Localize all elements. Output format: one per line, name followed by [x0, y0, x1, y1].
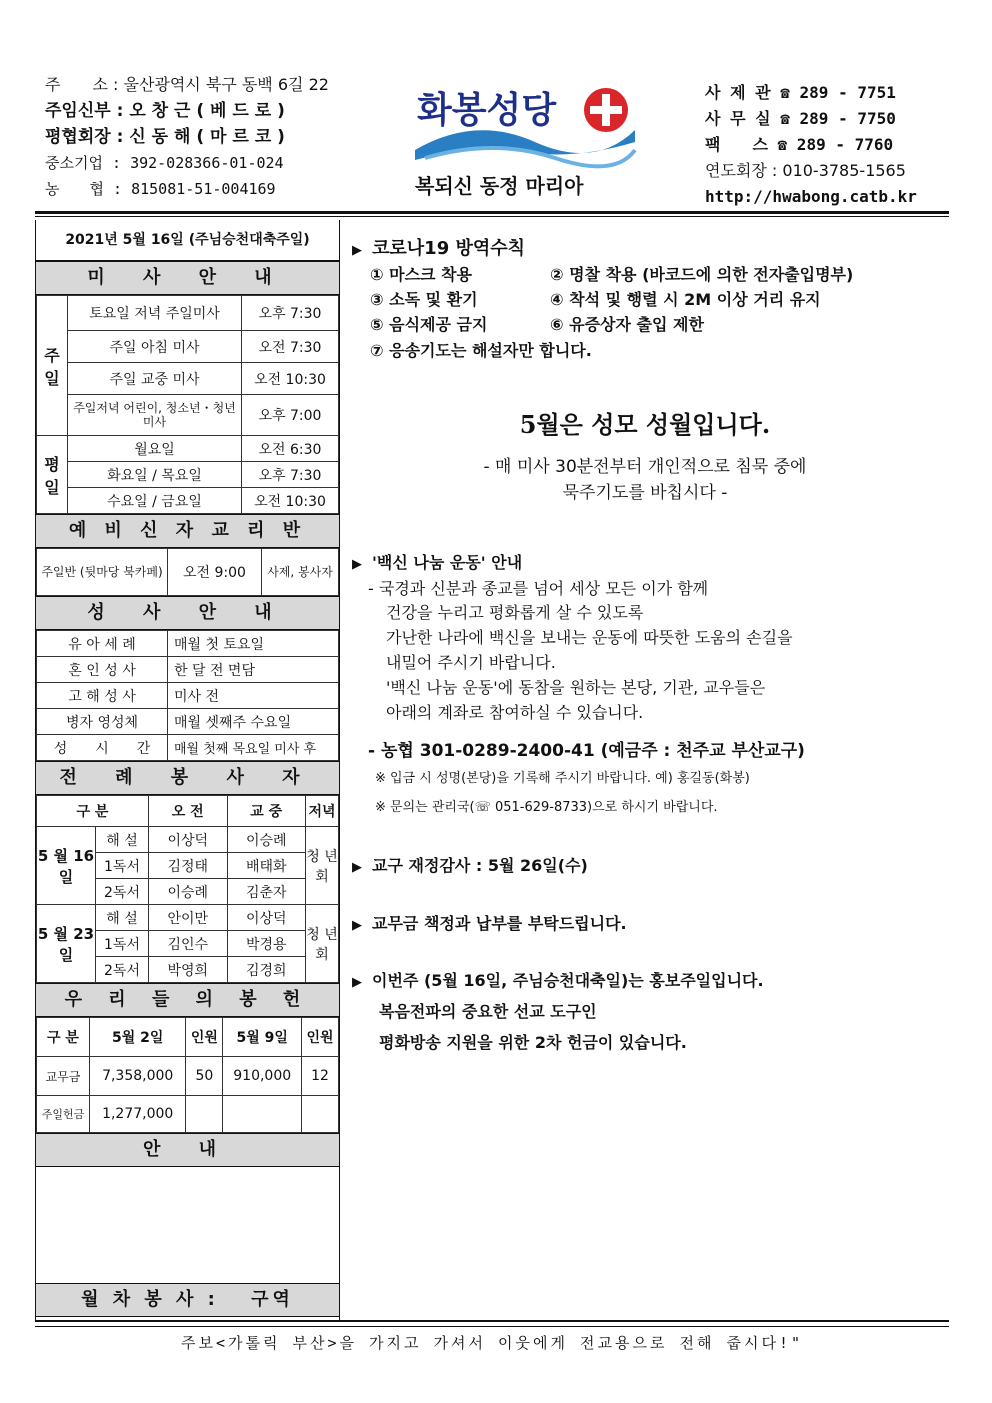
liturgy-main: 김춘자 [227, 879, 306, 905]
left-column [35, 220, 340, 1320]
footer-rule-thin [35, 1326, 949, 1327]
offering-header: 5월 9일 [223, 1018, 302, 1057]
dues-notice: ▶ 교무금 책정과 납부를 부탁드립니다. [352, 914, 627, 933]
vaccine-line: 가난한 나라에 백신을 보내는 운동에 따뜻한 도움의 손길을 [386, 628, 793, 647]
catechumen-leader: 사제, 봉사자 [262, 549, 339, 596]
liturgy-main: 김경희 [227, 957, 306, 983]
liturgy-main: 박경용 [227, 931, 306, 957]
church-logo [405, 80, 645, 170]
council-label: 평협회장 [45, 127, 111, 147]
offering-type: 주일헌금 [37, 1096, 90, 1133]
sacrament-name: 병자 영성체 [37, 709, 168, 735]
mass-name: 화요일 / 목요일 [68, 462, 242, 488]
federation-phone: 연도회장 : 010-3785-1565 [705, 161, 906, 180]
church-subtitle: 복되신 동정 마리아 [415, 174, 584, 198]
mass-time: 오전 7:30 [242, 331, 339, 363]
sacrament-when: 미사 전 [168, 683, 339, 709]
sacrament-when: 매월 첫 토요일 [168, 631, 339, 657]
triangle-bullet-icon: ▶ [352, 975, 362, 990]
address-label: 주 소 [45, 75, 108, 94]
offering-header: 인원 [302, 1018, 339, 1057]
liturgy-evening: 청 년 회 [306, 827, 339, 905]
sacrament-when: 매월 셋째주 수요일 [168, 709, 339, 735]
liturgy-role: 1독서 [96, 853, 149, 879]
offering-amount: 910,000 [223, 1057, 302, 1096]
triangle-bullet-icon: ▶ [352, 860, 362, 875]
header-info-left: 주 소 : 울산광역시 북구 동백 6길 22 주임신부 : 오 창 근 ( 베 드 로 ) 평협회장 : 신 동 해 ( 마 르 코 ) 중소기업 : 392-028366-01-024 농 협 : 815081-51-004169 [45, 75, 329, 198]
liturgy-am: 이상덕 [149, 827, 228, 853]
catechumen-time: 오전 9:00 [168, 549, 262, 596]
sacrament-name: 고 해 성 사 [37, 683, 168, 709]
mass-name: 주일 아침 미사 [68, 331, 242, 363]
offering-table [36, 1017, 339, 1133]
sacrament-name: 성 시 간 [37, 735, 168, 761]
mass-time: 오전 6:30 [242, 436, 339, 462]
liturgy-role: 1독서 [96, 931, 149, 957]
mass-time: 오후 7:30 [242, 296, 339, 331]
liturgy-am: 김정태 [149, 853, 228, 879]
liturgy-week-date: 5 월 23 일 [37, 905, 96, 983]
sacrament-name: 혼 인 성 사 [37, 657, 168, 683]
council-name: 신 동 해 ( 마 르 코 ) [129, 127, 285, 147]
mass-time: 오후 7:30 [242, 462, 339, 488]
promo-line: 복음전파의 중요한 선교 도구인 [379, 1002, 597, 1021]
mass-time: 오전 10:30 [242, 488, 339, 514]
vaccine-line: - 국경과 신분과 종교를 넘어 세상 모든 이가 함께 [368, 579, 709, 598]
promo-notice: ▶ 이번주 (5월 16일, 주님승천대축일)는 홍보주일입니다. [352, 971, 764, 990]
vaccine-line: 아래의 계좌로 참여하실 수 있습니다. [386, 703, 644, 722]
mass-name: 주일저녁 어린이, 청소년・청년미사 [68, 395, 242, 436]
rectory-phone: 사 제 관 ☎ 289 - 7751 [705, 83, 896, 102]
sacrament-section-title: 성 사 안 내 [36, 596, 339, 630]
covid-rule: ② 명찰 착용 (바코드에 의한 전자출입명부) [550, 265, 854, 284]
liturgy-am: 안이만 [149, 905, 228, 931]
promo-line: 평화방송 지원을 위한 2차 헌금이 있습니다. [379, 1033, 687, 1052]
audit-notice: ▶ 교구 재정감사 : 5월 26일(수) [352, 856, 588, 875]
account1: 392-028366-01-024 [130, 154, 284, 172]
notice-area [36, 1167, 339, 1283]
liturgy-header: 저녁 [306, 796, 339, 827]
pastor-name: 오 창 근 ( 베 드 로 ) [129, 101, 285, 121]
website-link[interactable]: http://hwabong.catb.kr [705, 187, 917, 206]
office-phone: 사 무 실 ☎ 289 - 7750 [705, 109, 896, 128]
covid-rule: ⑦ 응송기도는 해설자만 합니다. [370, 341, 592, 360]
covid-title: ▶ 코로나19 방역수칙 [352, 238, 526, 259]
liturgy-section-title: 전 례 봉 사 자 [36, 761, 339, 795]
monthly-service: 월 차 봉 사 : 구역 [36, 1283, 339, 1317]
may-subtitle: 묵주기도를 바칩시다 - [562, 483, 728, 503]
bulletin-date: 2021년 5월 16일 (주님승천대축주일) [36, 220, 339, 261]
liturgy-week-date: 5 월 16 일 [37, 827, 96, 905]
offering-section-title: 우 리 들 의 봉 헌 [36, 983, 339, 1017]
notice-section-title: 안 내 [36, 1133, 339, 1167]
covid-rule: ⑤ 음식제공 금지 [370, 315, 488, 334]
liturgy-role: 2독서 [96, 957, 149, 983]
liturgy-main: 배태화 [227, 853, 306, 879]
may-title: 5월은 성모 성월입니다. [519, 410, 771, 439]
offering-count [302, 1096, 339, 1133]
sunday-label: 주일 [37, 296, 68, 436]
inquiry-note: ※ 문의는 관리국(☏ 051-629-8733)으로 하시기 바랍니다. [375, 800, 718, 815]
weekday-label: 평일 [37, 436, 68, 514]
liturgy-role: 2독서 [96, 879, 149, 905]
triangle-bullet-icon: ▶ [352, 243, 362, 258]
address: 울산광역시 북구 동백 6길 22 [123, 75, 329, 94]
vaccine-line: '백신 나눔 운동'에 동참을 원하는 본당, 기관, 교우들은 [386, 678, 766, 697]
pastor-label: 주임신부 [45, 101, 111, 121]
fax-number: 팩 스 ☎ 289 - 7760 [705, 135, 894, 154]
church-title: 화봉성당 [417, 89, 557, 131]
liturgy-am: 박영희 [149, 957, 228, 983]
header-rule [35, 211, 949, 214]
triangle-bullet-icon: ▶ [352, 918, 362, 933]
sacrament-when: 한 달 전 면담 [168, 657, 339, 683]
triangle-bullet-icon: ▶ [352, 557, 362, 572]
mass-time: 오후 7:00 [242, 395, 339, 436]
mass-name: 토요일 저녁 주일미사 [68, 296, 242, 331]
mass-section-title: 미 사 안 내 [36, 261, 339, 295]
header-contacts [705, 80, 950, 210]
account2: 815081-51-004169 [131, 180, 276, 198]
liturgy-evening: 청 년 회 [306, 905, 339, 983]
liturgy-table [36, 795, 339, 983]
liturgy-header: 구 분 [37, 796, 149, 827]
liturgy-am: 김인수 [149, 931, 228, 957]
liturgy-main: 이승례 [227, 827, 306, 853]
liturgy-role: 해 설 [96, 827, 149, 853]
covid-rule: ④ 착석 및 행렬 시 2M 이상 거리 유지 [550, 290, 821, 309]
vaccine-line: 내밀어 주시기 바랍니다. [386, 653, 556, 672]
mass-name: 수요일 / 금요일 [68, 488, 242, 514]
catechumen-section-title: 예 비 신 자 교 리 반 [36, 514, 339, 548]
bank-account: - 농협 301-0289-2400-41 (예금주 : 천주교 부산교구) [368, 741, 805, 761]
liturgy-header: 오 전 [149, 796, 228, 827]
may-subtitle: - 매 미사 30분전부터 개인적으로 침묵 중에 [483, 457, 807, 477]
mass-time: 오전 10:30 [242, 363, 339, 395]
offering-count: 50 [186, 1057, 223, 1096]
deposit-note: ※ 입금 시 성명(본당)을 기록해 주시기 바랍니다. 예) 홍길동(화봉) [375, 771, 750, 786]
offering-count [186, 1096, 223, 1133]
mass-table [36, 295, 339, 514]
mass-name: 월요일 [68, 436, 242, 462]
liturgy-role: 해 설 [96, 905, 149, 931]
offering-amount: 7,358,000 [90, 1057, 186, 1096]
offering-amount [223, 1096, 302, 1133]
sacrament-when: 매월 첫째 목요일 미사 후 [168, 735, 339, 761]
covid-rule: ③ 소독 및 환기 [370, 290, 478, 309]
catechumen-table [36, 548, 339, 596]
covid-rule: ① 마스크 착용 [370, 265, 472, 284]
vaccine-line: 건강을 누리고 평화롭게 살 수 있도록 [386, 603, 644, 622]
header-rule-thin [35, 216, 949, 217]
offering-type: 교무금 [37, 1057, 90, 1096]
liturgy-header: 교 중 [227, 796, 306, 827]
mass-name: 주일 교중 미사 [68, 363, 242, 395]
footer-rule [35, 1320, 949, 1322]
offering-header: 인원 [186, 1018, 223, 1057]
sacrament-name: 유 아 세 례 [37, 631, 168, 657]
sacrament-table [36, 630, 339, 761]
covid-rule: ⑥ 유증상자 출입 제한 [550, 315, 704, 334]
liturgy-main: 이상덕 [227, 905, 306, 931]
offering-header: 5월 2일 [90, 1018, 186, 1057]
liturgy-am: 이승례 [149, 879, 228, 905]
account1-label: 중소기업 [45, 154, 103, 172]
offering-header: 구 분 [37, 1018, 90, 1057]
account2-label: 농 협 [45, 180, 104, 198]
offering-count: 12 [302, 1057, 339, 1096]
footer-text: 주보<가톨릭 부산>을 가지고 가셔서 이웃에게 전교용으로 전해 줍시다!" [180, 1334, 804, 1352]
vaccine-title: ▶ '백신 나눔 운동' 안내 [352, 553, 523, 572]
catechumen-class: 주일반 (뒷마당 북카페) [37, 549, 168, 596]
offering-amount: 1,277,000 [90, 1096, 186, 1133]
